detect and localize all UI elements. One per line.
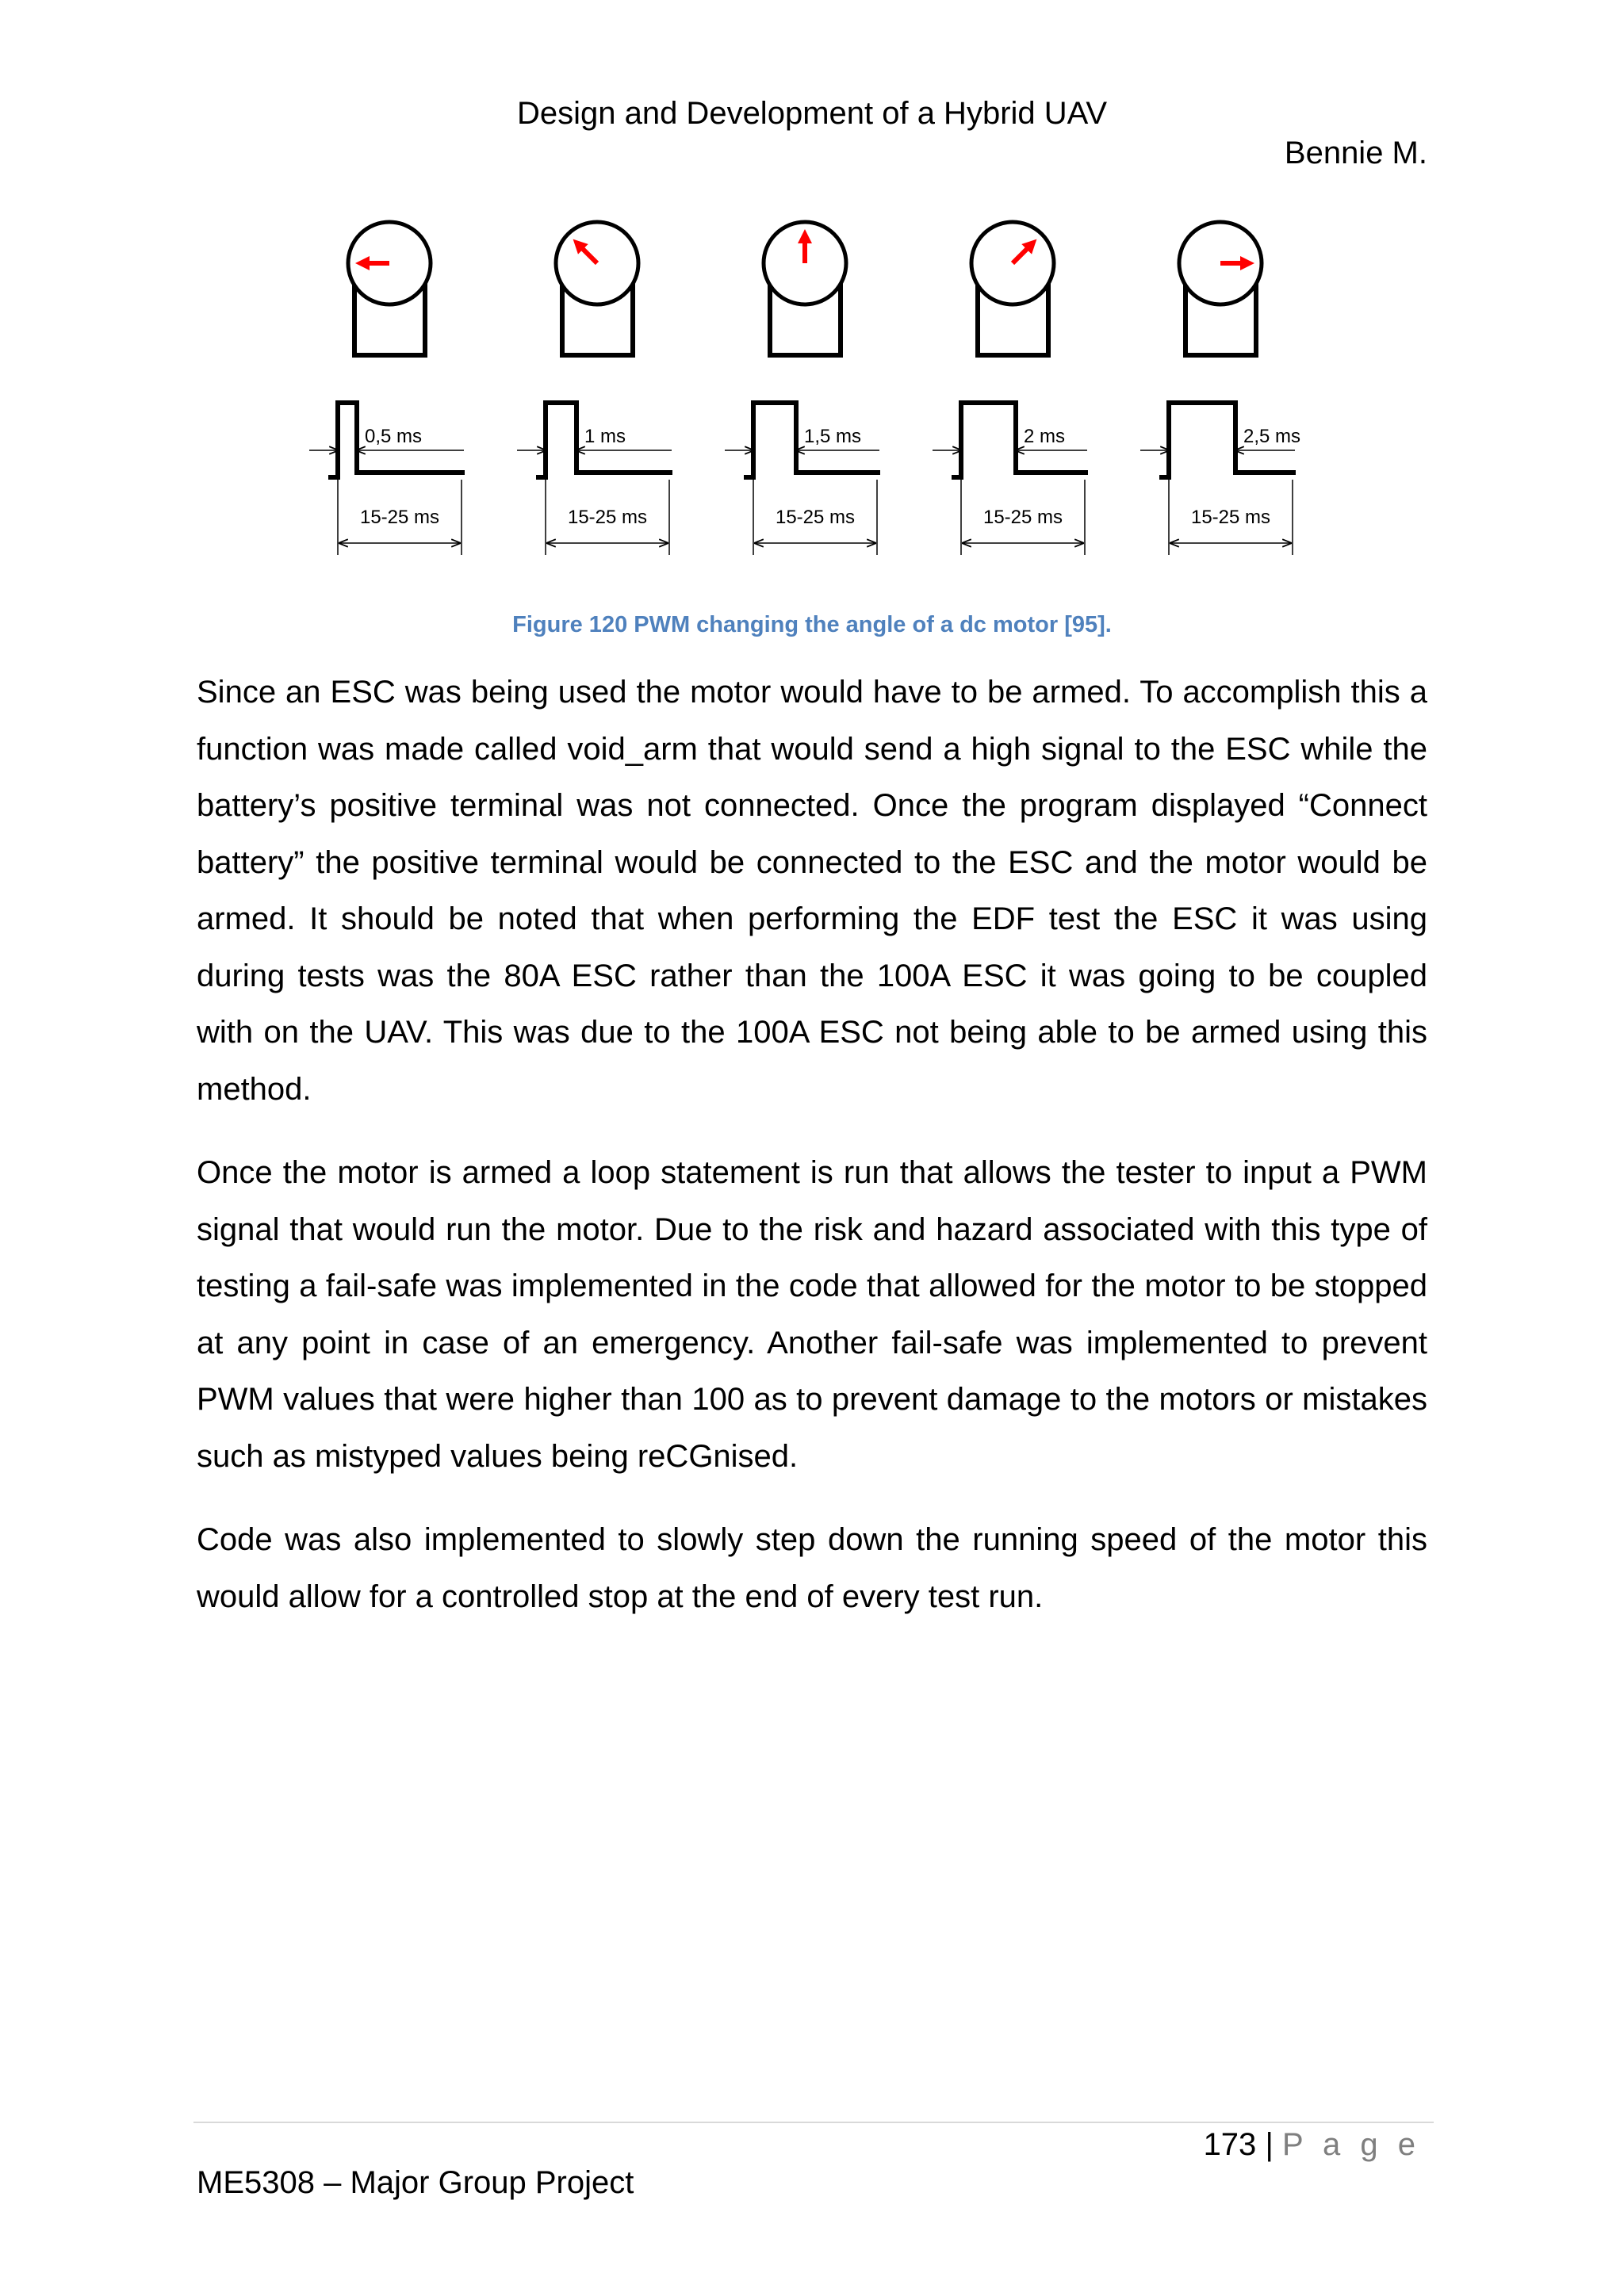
pulse-width-label: 1,5 ms bbox=[804, 426, 862, 447]
pwm-panel-4 bbox=[933, 222, 1088, 555]
page-number-separator: | bbox=[1265, 2127, 1274, 2162]
footer-divider bbox=[193, 2122, 1434, 2123]
pwm-panel-3 bbox=[725, 222, 880, 555]
paragraph-loop-failsafe: Once the motor is armed a loop statement is run that allows the tester to input a PWM signal that would run the motor. Due to the risk and hazard associated with this type of testing a fail-safe was implemented in the code that allowed for the motor to be stopped at any point in case of an emergency. Another fail-safe was implemented to prevent PWM values that were higher than 100 as to prevent damage to the motors or mistakes such as mistyped values being reCGnised. bbox=[197, 1155, 1427, 1474]
page-word: P a g e bbox=[1281, 2127, 1421, 2162]
pwm-signal bbox=[952, 403, 1088, 477]
period-label: 15-25 ms bbox=[359, 507, 440, 528]
paragraph-arming: Since an ESC was being used the motor would have to be armed. To accomplish this a function was made called void_arm that would send a high signal to the ESC while the battery’s positive terminal was not connected. Once the program displayed “Connect battery” the positive terminal would be connected to the ESC and the motor would be armed. It should be noted that when performing the EDF test the ESC it was using during tests was the 80A ESC rather than the 100A ESC it was going to be coupled with on the UAV. This was due to the 100A ESC not being able to be armed using this method. bbox=[197, 675, 1427, 1107]
pulse-width-label: 2 ms bbox=[1024, 426, 1066, 447]
pwm-figure bbox=[293, 206, 1332, 563]
pulse-width-label: 0,5 ms bbox=[365, 426, 423, 447]
pwm-panel-2 bbox=[517, 222, 672, 555]
pulse-width-label: 1 ms bbox=[584, 426, 626, 447]
period-label: 15-25 ms bbox=[775, 507, 856, 528]
footer-project-title: ME5308 – Major Group Project bbox=[197, 2165, 634, 2200]
page-number-value: 173 bbox=[1203, 2127, 1257, 2162]
figure-caption: Figure 120 PWM changing the angle of a dc motor [95]. bbox=[512, 612, 1112, 637]
period-label: 15-25 ms bbox=[1190, 507, 1271, 528]
page-number bbox=[1204, 2125, 1421, 2164]
period-label: 15-25 ms bbox=[567, 507, 648, 528]
pwm-panel-1 bbox=[309, 222, 465, 555]
pulse-width-label: 2,5 ms bbox=[1243, 426, 1301, 447]
paragraph-controlled-stop: Code was also implemented to slowly step down the running speed of the motor this would allow for a controlled stop at the end of every test run. bbox=[197, 1522, 1427, 1614]
page-header-author: Bennie M. bbox=[1284, 136, 1427, 170]
period-label: 15-25 ms bbox=[982, 507, 1063, 528]
page-header-title: Design and Development of a Hybrid UAV bbox=[516, 96, 1108, 131]
pwm-panel-5 bbox=[1140, 222, 1300, 555]
body-text bbox=[197, 664, 1427, 1652]
